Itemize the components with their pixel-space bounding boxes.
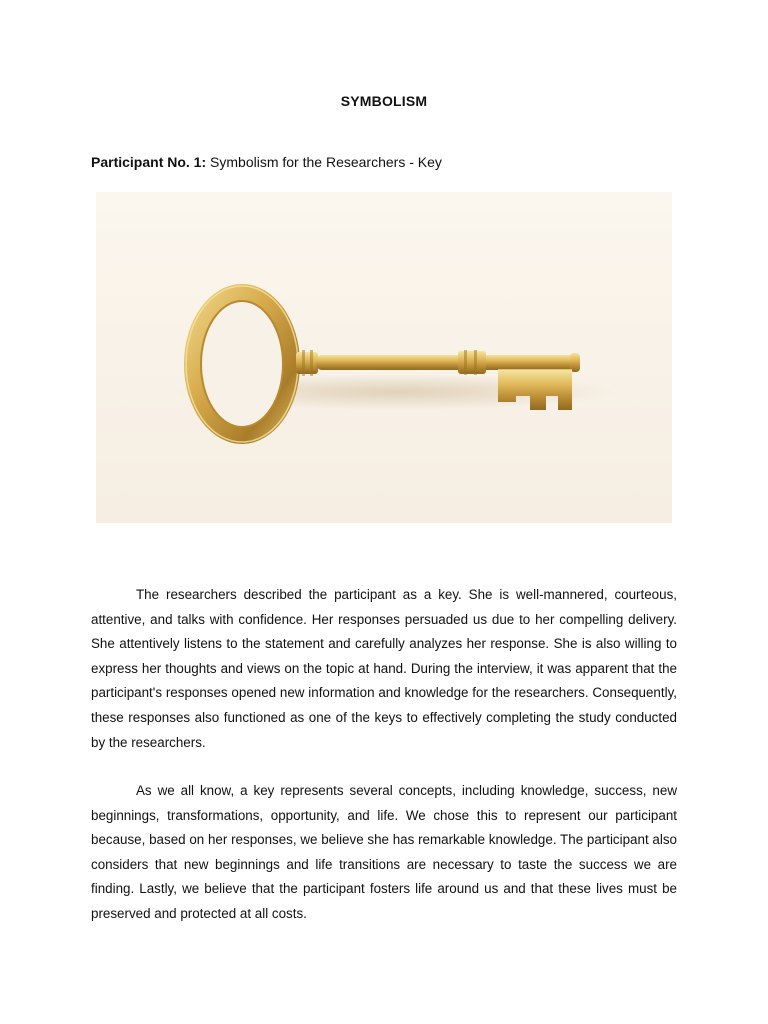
page-title: SYMBOLISM: [340, 93, 428, 109]
participant-heading: [91, 154, 442, 170]
key-image: [96, 192, 672, 523]
paragraph-2: As we all know, a key represents several concepts, including knowledge, success, new beginnings, transformations, opportunity, and life. We chose this to represent our participant because, based on her responses, we believe she has remarkable knowledge. The participant also considers that new beginnings and life transitions are necessary to taste the success we are finding. Lastly, we believe that the participant fosters life around us and that these lives must be preserved and protected at all costs.: [91, 783, 677, 921]
golden-key-icon: [96, 192, 672, 523]
participant-description: Symbolism for the Researchers - Key: [206, 154, 442, 170]
participant-label: Participant No. 1:: [91, 154, 207, 170]
paragraph-1: The researchers described the participant as a key. She is well-mannered, courteous, attentive, and talks with confidence. Her responses persuaded us due to her compelling delivery. She attentively listens to the statement and carefully analyzes her response. She is also willing to express her thoughts and views on the topic at hand. During the interview, it was apparent that the participant's responses opened new information and knowledge for the researchers. Consequently, these responses also functioned as one of the keys to effectively completing the study conducted by the researchers.: [91, 587, 677, 750]
key-shank: [316, 355, 580, 370]
